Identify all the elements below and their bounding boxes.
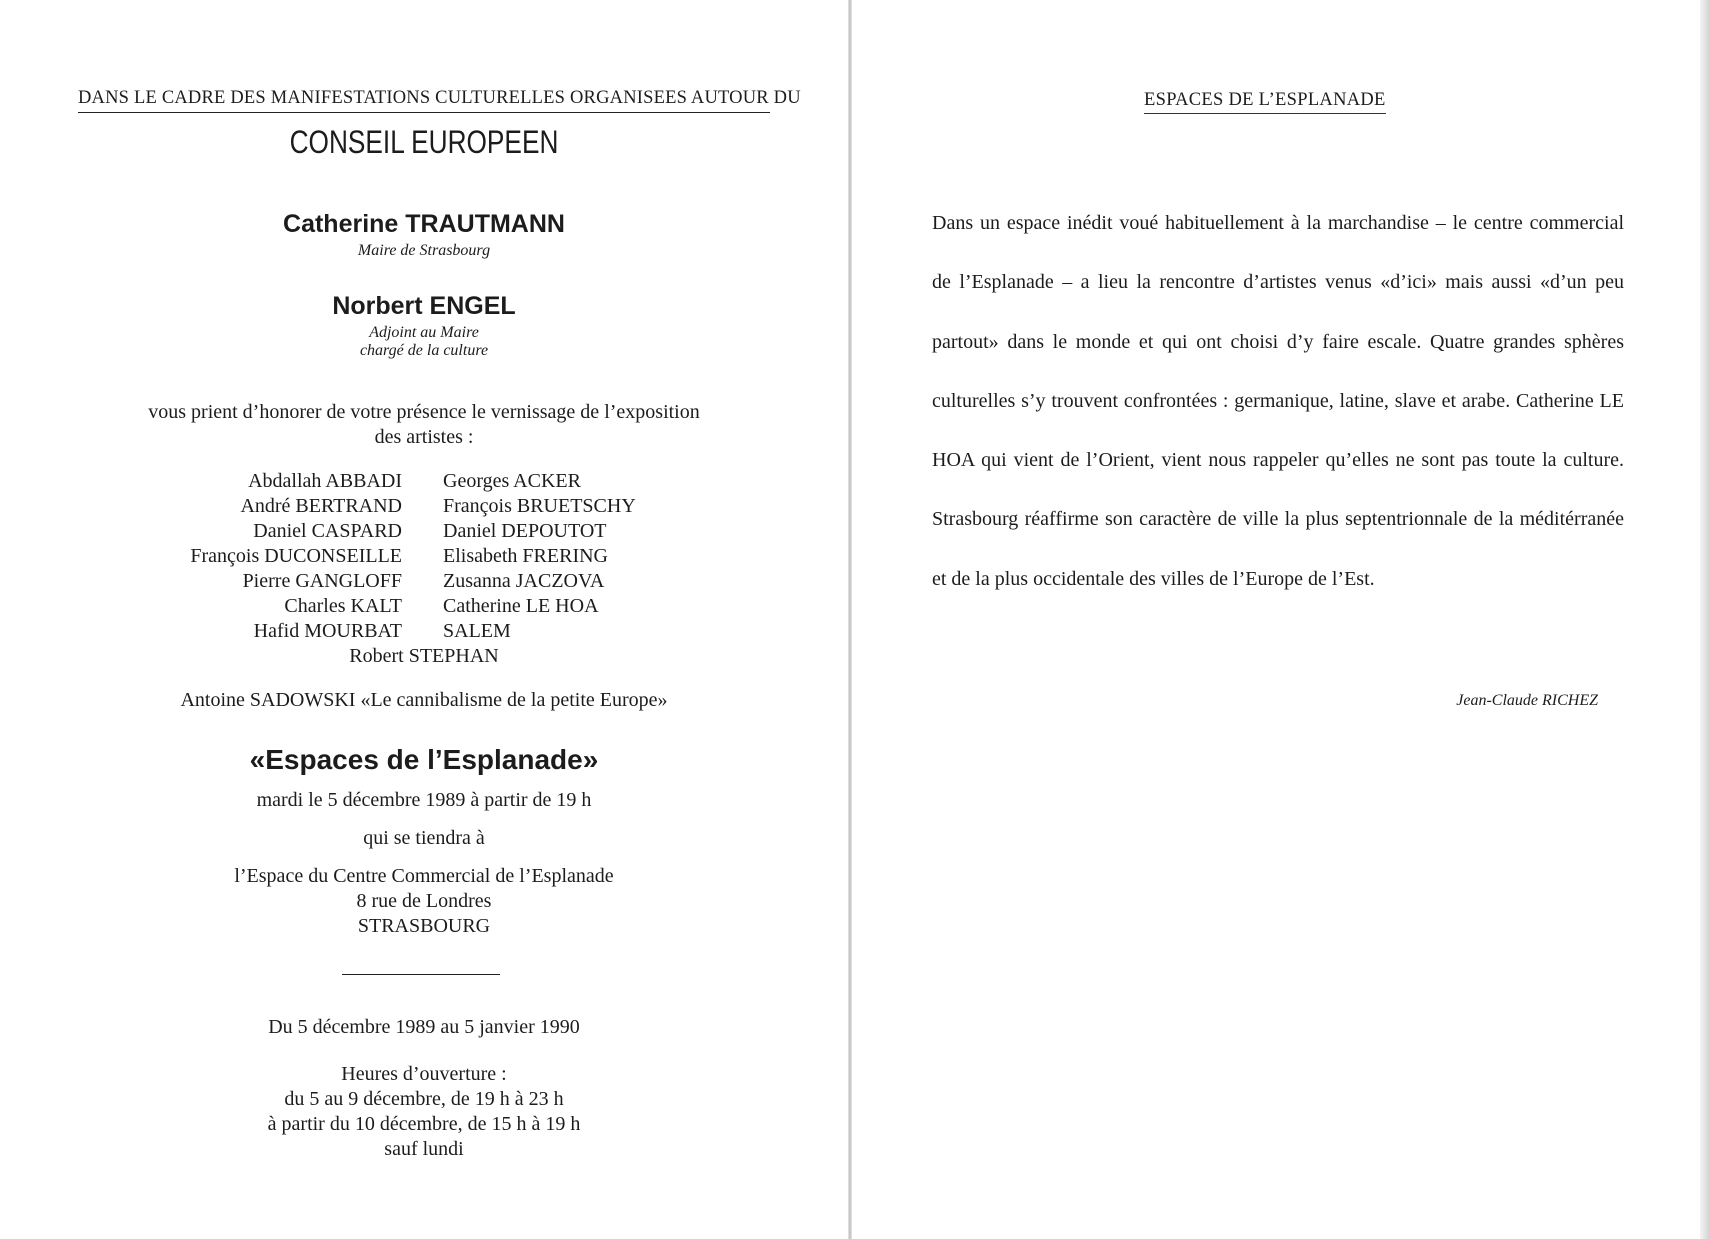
section-heading: ESPACES DE L’ESPLANADE xyxy=(1144,90,1386,114)
header-line: DANS LE CADRE DES MANIFESTATIONS CULTURELLES ORGANISEES AUTOUR DU xyxy=(78,88,770,113)
artist-name: Daniel DEPOUTOT xyxy=(443,520,607,542)
description-paragraph: Dans un espace inédit voué habituellement à la marchandise – le centre commercial de l’Esplanade – a lieu la rencontre d’artistes venus «d’ici» mais aussi «d’un peu partout» dans le monde et qui ont choisi d’y faire escale. Quatre grandes sphères culturelles s’y trouvent confrontées : germanique, latine, slave et arabe. Catherine LE HOA qui vient de l’Orient, vient nous rappeler qu’elles ne sont pas toute la culture. Strasbourg réaffirme son caractère de ville la plus septentrionnale de la méditérranée et de la plus occidentale des villes de l’Europe de l’Est. xyxy=(932,212,1624,590)
artists-right-column xyxy=(443,469,636,644)
artist-name: SALEM xyxy=(443,620,511,642)
exhibition-period: Du 5 décembre 1989 au 5 janvier 1990 xyxy=(268,1016,580,1038)
invitation-line-2: des artistes : xyxy=(374,426,474,448)
hours-line-1: du 5 au 9 décembre, de 19 h à 23 h xyxy=(284,1088,564,1110)
hours-line-2: à partir du 10 décembre, de 15 h à 19 h xyxy=(267,1113,581,1135)
venue-line-1: l’Espace du Centre Commercial de l’Esplanade xyxy=(234,865,614,887)
event-held: qui se tiendra à xyxy=(363,827,485,849)
event-date: mardi le 5 décembre 1989 à partir de 19 h xyxy=(256,789,592,811)
artist-name: Hafid MOURBAT xyxy=(253,620,402,642)
page-title: CONSEIL EUROPEEN xyxy=(289,124,559,160)
left-page xyxy=(0,0,848,1239)
artist-name: François DUCONSEILLE xyxy=(190,545,402,567)
right-page xyxy=(852,0,1710,1239)
artists-left-column xyxy=(190,469,402,644)
host-name-2: Norbert ENGEL xyxy=(332,292,516,320)
artist-name: André BERTRAND xyxy=(240,495,402,517)
artist-name: Abdallah ABBADI xyxy=(248,470,402,492)
invitation-line-1: vous prient d’honorer de votre présence le vernissage de l’exposition xyxy=(148,401,700,423)
artist-name: Elisabeth FRERING xyxy=(443,545,608,567)
host-role-1: Maire de Strasbourg xyxy=(357,242,491,259)
artist-name: Georges ACKER xyxy=(443,470,581,492)
event-title: «Espaces de l’Esplanade» xyxy=(249,744,599,775)
separator-line xyxy=(342,974,500,975)
page-edge xyxy=(1700,0,1710,1239)
artist-name: Catherine LE HOA xyxy=(443,595,599,617)
sadowski-work: Antoine SADOWSKI «Le cannibalisme de la petite Europe» xyxy=(180,689,668,711)
venue-line-2: 8 rue de Londres xyxy=(356,890,492,912)
artist-name-last: Robert STEPHAN xyxy=(349,645,499,667)
artist-name: Zusanna JACZOVA xyxy=(443,570,605,592)
hours-title: Heures d’ouverture : xyxy=(341,1063,507,1085)
host-name-1: Catherine TRAUTMANN xyxy=(283,210,565,238)
venue-line-3: STRASBOURG xyxy=(357,915,491,937)
signature: Jean-Claude RICHEZ xyxy=(1456,692,1598,709)
hours-line-3: sauf lundi xyxy=(384,1138,464,1160)
artist-name: François BRUETSCHY xyxy=(443,495,636,517)
artist-name: Pierre GANGLOFF xyxy=(242,570,402,592)
artist-name: Charles KALT xyxy=(284,595,402,617)
host-role-2b: chargé de la culture xyxy=(359,342,489,359)
artist-name: Daniel CASPARD xyxy=(253,520,402,542)
host-role-2a: Adjoint au Maire xyxy=(369,324,479,341)
